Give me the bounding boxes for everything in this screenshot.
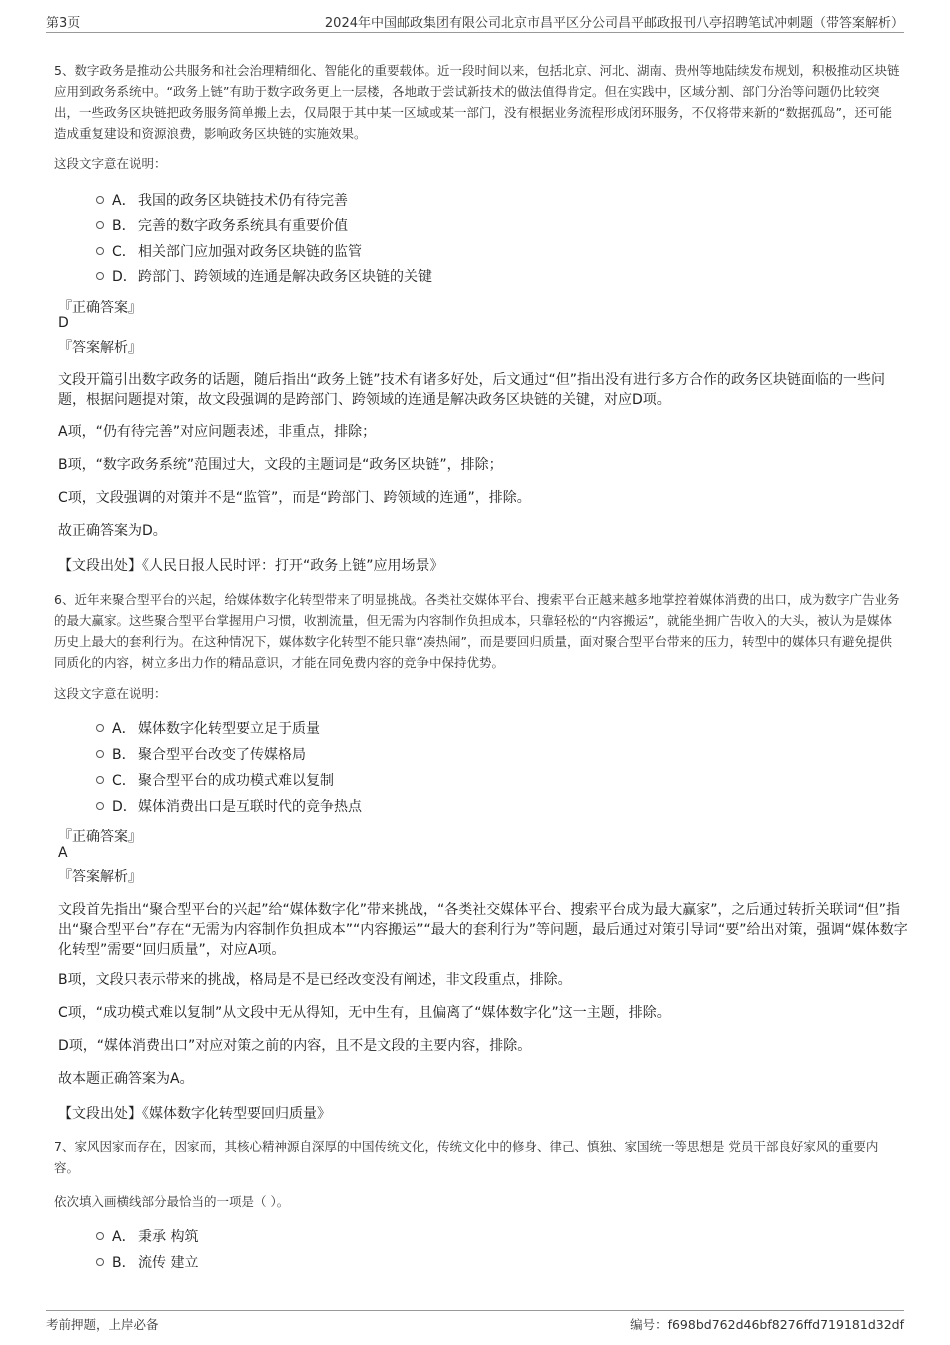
q5-analysis-label: 『答案解析』 [58, 340, 142, 356]
q5-option-b[interactable]: B． 完善的数字政务系统具有重要价值 [96, 216, 348, 236]
q5-option-a[interactable]: A． 我国的政务区块链技术仍有待完善 [96, 191, 348, 211]
radio-icon[interactable] [96, 724, 104, 732]
q5-answer-label: 『正确答案』 [58, 300, 142, 316]
q7-option-b[interactable]: B． 流传 建立 [96, 1253, 198, 1273]
footer-serial: 编号：f698bd762d46bf8276ffd719181d32df [630, 1317, 904, 1332]
q5-prompt: 这段文字意在说明： [54, 156, 167, 171]
radio-icon[interactable] [96, 1232, 104, 1240]
radio-icon[interactable] [96, 196, 104, 204]
radio-icon[interactable] [96, 247, 104, 255]
q6-option-d[interactable]: D．媒体消费出口是互联时代的竞争热点 [96, 797, 362, 817]
q5-answer: D [58, 315, 69, 331]
q6-answer: A [58, 845, 68, 861]
q6-answer-label: 『正确答案』 [58, 829, 142, 845]
q6-stem: 6、近年来聚合型平台的兴起，给媒体数字化转型带来了明显挑战。各类社交媒体平台、搜索平台正越来越多地掌控着媒体消费的出口，成为数字广告业务的最大赢家。这些聚合型平台掌握用户习惯，收割流量，但无需为内容制作负担成本，只靠轻松的“内容搬运”，就能坐拥广告收入的大头，被认为是媒体历史上最大的套利行为。在这种情况下，媒体数字化转型不能只靠“凑热闹”，而是要回归质量，面对聚合型平台带来的压力，转型中的媒体只有避免提供同质化的内容，树立多出力作的精品意识，才能在同免费内容的竞争中保持优势。 [54, 592, 900, 670]
q5-stem: 5、数字政务是推动公共服务和社会治理精细化、智能化的重要载体。近一段时间以来，包括北京、河北、湖南、贵州等地陆续发布规划，积极推动区块链应用到政务系统中。“政务上链”有助于数字政务更上一层楼，各地敢于尝试新技术的做法值得肯定。但在实践中，区域分割、部门分治等问题仍比较突出，一些政务区块链把政务服务简单搬上去，仅局限于其中某一区域或某一部门，没有根据业务流程形成闭环服务，不仅将带来新的“数据孤岛”，还可能造成重复建设和资源浪费，影响政务区块链的实施效果。 [54, 63, 900, 141]
document-title: 2024年中国邮政集团有限公司北京市昌平区分公司昌平邮政报刊八亭招聘笔试冲刺题（带答案解析） [324, 16, 904, 31]
q5-analysis-paragraph: C项，文段强调的对策并不是“监管”，而是“跨部门、跨领域的连通”，排除。 [58, 490, 531, 506]
q7-prompt: 依次填入画横线部分最恰当的一项是（ ）。 [54, 1194, 290, 1209]
q7-option-a[interactable]: A． 秉承 构筑 [96, 1227, 198, 1247]
footer-slogan: 考前押题，上岸必备 [46, 1317, 159, 1332]
q6-analysis-paragraph: 文段首先指出“聚合型平台的兴起”给“媒体数字化”带来挑战，“各类社交媒体平台、搜索平台成为最大赢家”，之后通过转折关联词“但”指出“聚合型平台”存在“无需为内容制作负担成本”“内容搬运”“最大的套利行为”等问题，最后通过对策引导词“要”给出对策，强调“媒体数字化转型”需要“回归质量”，对应A项。 [58, 902, 908, 958]
q5-option-c[interactable]: C． 相关部门应加强对政务区块链的监管 [96, 242, 362, 262]
q6-option-a[interactable]: A． 媒体数字化转型要立足于质量 [96, 719, 320, 739]
q5-analysis-paragraph: 文段开篇引出数字政务的话题，随后指出“政务上链”技术有诸多好处，后文通过“但”指出没有进行多方合作的政务区块链面临的一些问题，根据问题提对策，故文段强调的是跨部门、跨领域的连通是解决政务区块链的关键，对应D项。 [58, 372, 886, 408]
q5-analysis-paragraph: 故正确答案为D。 [58, 523, 167, 539]
q7-stem: 7、家风因家而存在，因家而，其核心精神源自深厚的中国传统文化，传统文化中的修身、律己、慎独、家国统一等思想是 党员干部良好家风的重要内容。 [54, 1139, 879, 1175]
q6-option-c[interactable]: C． 聚合型平台的成功模式难以复制 [96, 771, 334, 791]
q6-option-b[interactable]: B． 聚合型平台改变了传媒格局 [96, 745, 306, 765]
radio-icon[interactable] [96, 802, 104, 810]
q6-prompt: 这段文字意在说明： [54, 686, 167, 701]
q6-analysis-paragraph: D项，“媒体消费出口”对应对策之前的内容，且不是文段的主要内容，排除。 [58, 1038, 532, 1054]
q5-analysis-paragraph: B项，“数字政务系统”范围过大，文段的主题词是“政务区块链”，排除； [58, 457, 503, 473]
radio-icon[interactable] [96, 221, 104, 229]
q5-analysis-paragraph: A项，“仍有待完善”对应问题表述，非重点，排除； [58, 424, 377, 440]
page-header [46, 12, 904, 33]
radio-icon[interactable] [96, 272, 104, 280]
page-footer [46, 1310, 904, 1335]
radio-icon[interactable] [96, 1258, 104, 1266]
radio-icon[interactable] [96, 776, 104, 784]
q5-source: 【文段出处】《人民日报人民时评：打开“政务上链”应用场景》 [58, 558, 444, 574]
q5-option-d[interactable]: D．跨部门、跨领域的连通是解决政务区块链的关键 [96, 267, 432, 287]
q6-analysis-paragraph: 故本题正确答案为A。 [58, 1071, 194, 1087]
q6-analysis-label: 『答案解析』 [58, 869, 142, 885]
page-number: 第3页 [46, 16, 81, 31]
q6-analysis-paragraph: B项，文段只表示带来的挑战，格局是不是已经改变没有阐述，非文段重点，排除。 [58, 972, 572, 988]
radio-icon[interactable] [96, 750, 104, 758]
q6-source: 【文段出处】《媒体数字化转型要回归质量》 [58, 1106, 331, 1122]
q6-analysis-paragraph: C项，“成功模式难以复制”从文段中无从得知，无中生有，且偏离了“媒体数字化”这一主题，排除。 [58, 1005, 671, 1021]
